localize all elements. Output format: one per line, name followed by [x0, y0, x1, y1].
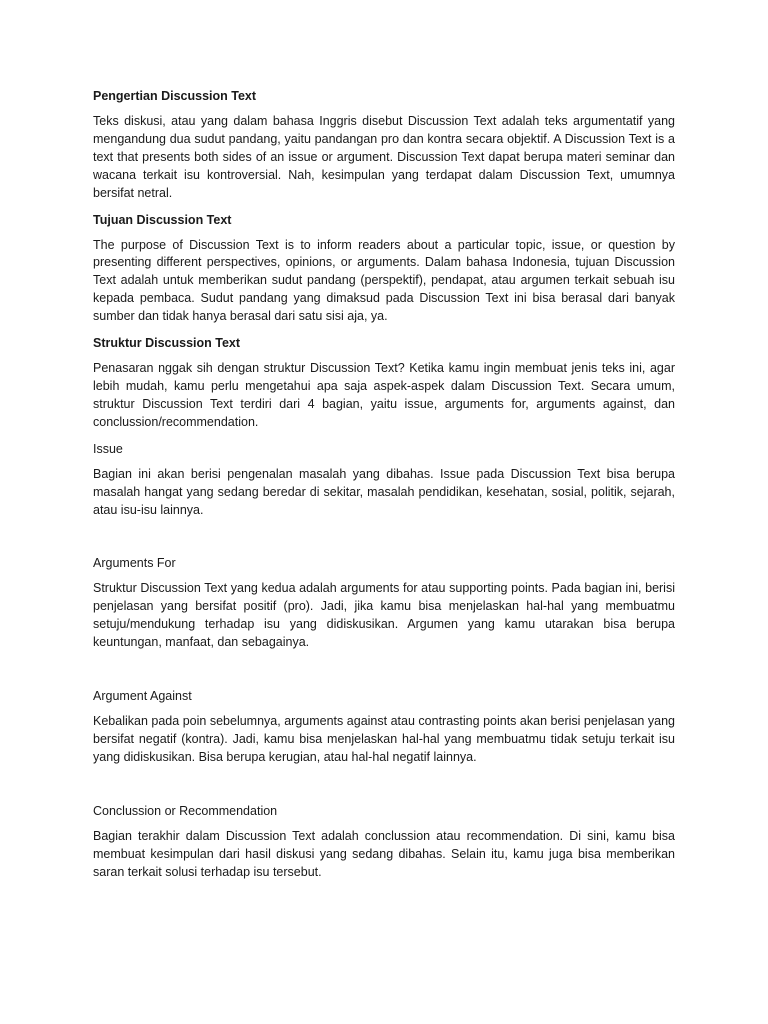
heading-struktur: Struktur Discussion Text — [93, 336, 241, 351]
paragraph-argument-against: Kebalikan pada poin sebelumnya, arguments against atau contrasting points akan berisi penjelasan yang bersifat negatif (kontra). Jadi, kamu bisa menjelaskan hal-hal yang membuatmu tidak setuju terkait isu yang didiskusikan. Bisa berupa kerugian, atau hal-hal negatif lainnya. — [93, 714, 675, 764]
paragraph-pengertian: Teks diskusi, atau yang dalam bahasa Inggris disebut Discussion Text adalah teks argumentatif yang mengandung dua sudut pandang, yaitu pandangan pro dan kontra secara objektif. A Discussion Text is a text that presents both sides of an issue or argument. Discussion Text dapat berupa materi seminar dan wacana terkait isu kontroversial. Nah, kesimpulan yang terdapat dalam Discussion Text, umumnya bersifat netral. — [93, 114, 675, 200]
paragraph-struktur: Penasaran nggak sih dengan struktur Discussion Text? Ketika kamu ingin membuat jenis teks ini, agar lebih mudah, kamu perlu mengetahui apa saja aspek-aspek dalam Discussion Text. Secara umum, struktur Discussion Text terdiri dari 4 bagian, yaitu issue, arguments for, arguments against, dan conclussion/recommendation. — [93, 361, 675, 429]
subheading-conclussion: Conclussion or Recommendation — [93, 803, 278, 818]
subheading-argument-against: Argument Against — [93, 689, 192, 704]
subheading-arguments-for: Arguments For — [93, 556, 176, 571]
paragraph-tujuan: The purpose of Discussion Text is to inform readers about a particular topic, issue, or question by presenting different perspectives, opinions, or arguments. Dalam bahasa Indonesia, tujuan Discussion Text adalah untuk memberikan sudut pandang (perspektif), pendapat, atau argumen terkait sebuah isu kepada pembaca. Sudut pandang yang dimaksud pada Discussion Text ini bisa berasal dari banyak sumber dan tidak hanya berasal dari satu sisi aja, ya. — [93, 237, 675, 324]
heading-tujuan: Tujuan Discussion Text — [93, 212, 232, 227]
subheading-issue: Issue — [93, 441, 123, 456]
heading-pengertian: Pengertian Discussion Text — [93, 89, 257, 103]
paragraph-conclussion: Bagian terakhir dalam Discussion Text adalah conclussion atau recommendation. Di sini, kamu bisa membuat kesimpulan dari hasil diskusi yang sedang dibahas. Selain itu, kamu juga bisa memberikan saran terkait solusi terhadap isu tersebut. — [93, 828, 675, 879]
paragraph-issue: Bagian ini akan berisi pengenalan masalah yang dibahas. Issue pada Discussion Text bisa berupa masalah hangat yang sedang beredar di sekitar, masalah pendidikan, kesehatan, sosial, politik, sejarah, atau isu-isu lainnya. — [93, 466, 675, 517]
blank-line — [93, 775, 675, 802]
document-page — [93, 87, 675, 889]
blank-line — [93, 660, 675, 687]
blank-line — [93, 527, 675, 554]
paragraph-arguments-for: Struktur Discussion Text yang kedua adalah arguments for atau supporting points. Pada bagian ini, berisi penjelasan yang bersifat positif (pro). Jadi, jika kamu bisa menjelaskan hal-hal yang membuatmu setuju/mendukung terhadap isu yang didiskusikan. Argumen yang kamu utarakan bisa berupa keuntungan, manfaat, dan sebagainya. — [93, 581, 675, 650]
